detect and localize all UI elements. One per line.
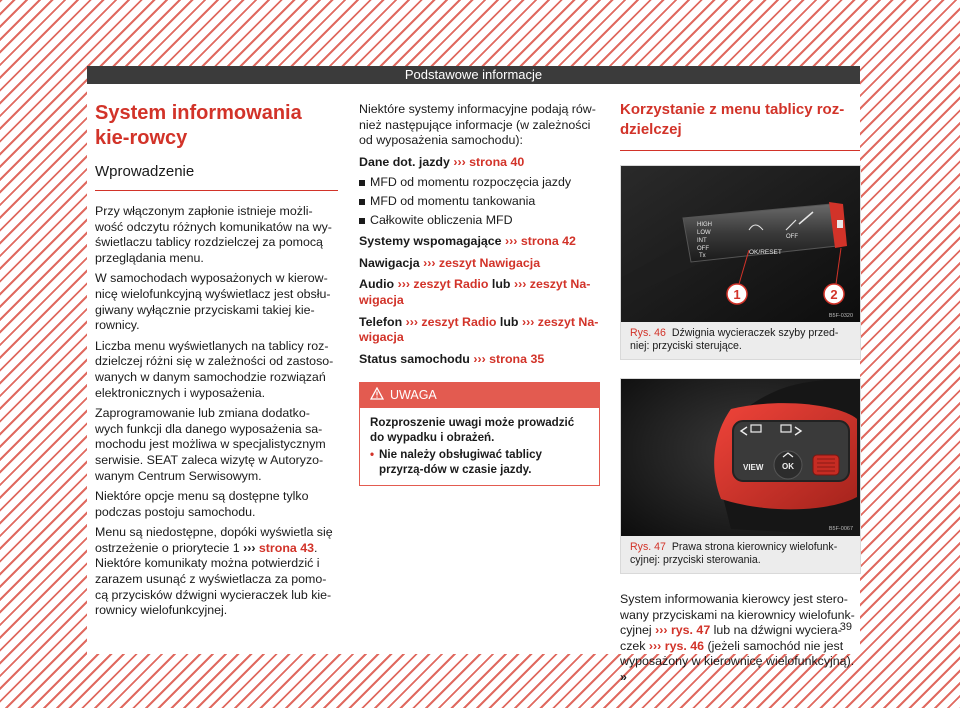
stalk-label: HIGH [697,222,712,228]
warning-triangle-icon [370,387,384,400]
figure-caption: Rys. 47 Prawa strona kierownicy wielofunk-cyjnej: przyciski sterowania. [621,536,860,573]
column-left [95,84,338,624]
paragraph: Przy włączonym zapłonie istnieje możli-wość odczytu różnych komunikatów na wy-świetlaczu tablicy rozdzielczej za pomocą przeglądania menu. [95,204,332,265]
section-title: Korzystanie z menu tablicy roz-dzielczej [620,100,860,151]
cross-ref-link[interactable]: ››› zeszyt Nawigacja [423,255,541,270]
list-item: MFD od momentu rozpoczęcia jazdy [359,175,600,191]
cross-ref-arrow: ››› [243,540,256,555]
cross-ref-link[interactable]: ››› zeszyt Na-wigacja [359,277,591,307]
page-number: 39 [839,621,852,633]
cross-ref-link[interactable]: ››› strona 40 [453,154,525,169]
phone-line: Telefon ››› zeszyt Radio lub ››› zeszyt Na-wigacja [359,314,599,345]
status-line: Status samochodu ››› strona 35 [359,351,545,366]
figure-46 [620,165,861,360]
cross-ref-link[interactable]: ››› zeszyt Radio [405,314,497,329]
steering-wheel-image [621,379,860,536]
cross-ref-link[interactable]: ››› strona 42 [505,234,576,249]
intro-paragraph: Niektóre systemy informacyjne podają rów-nież następujące informacje (w zależności od wyposażenia samochodu): [359,102,596,148]
callout-2: 2 [830,287,838,302]
figure-number: Rys. 47 [630,541,666,553]
list-item: Całkowite obliczenia MFD [359,213,600,229]
trip-data-line: Dane dot. jazdy ››› strona 40 [359,154,525,169]
manual-page [87,66,860,684]
callout-1: 1 [733,287,741,302]
cross-ref-link[interactable]: ››› rys. 47 [655,623,711,638]
paragraph: Zaprogramowanie lub zmiana dodatko-wych funkcji dla danego wyposażenia sa-mochodu jest możliwa w specjalistycznym serwisie. SEAT zaleca wizytę w Autoryzo-wanym Centrum Serwisowym. [95,406,326,483]
warning-header [360,383,599,408]
cross-ref-link[interactable]: ››› zeszyt Na-wigacja [359,314,599,345]
warning-bullet: • Nie należy obsługiwać tablicy przyrzą-dów w czasie jazdy. [370,448,589,477]
paragraph: Liczba menu wyświetlanych na tablicy roz-dzielczej różni się w zależności od zastoso-wanych w danym samochodzie rozwiązań elektronicznych i wyposażenia. [95,338,334,400]
body-paragraph: System informowania kierowcy jest stero-wany przyciskami na kierownicy wielofunk-cyjnej ››› rys. 47 lub na dźwigni wyciera-czek ››› rys. 46 (jeżeli samochód nie jest wyposażony w kierownicę wielofunkcyjną). » [620,592,855,684]
column-middle [359,84,600,486]
paragraph: Menu są niedostępne, dopóki wyświetla się ostrzeżenie o priorytecie 1 ››› strona 43. Niektóre komunikaty można potwierdzić i zarazem usunąć z wyświetlacza za pomo-cą przycisków dźwigni wycieraczek lub kie-rownicy wielofunkcyjnej. [95,525,333,618]
stalk-label: OFF [697,246,709,252]
cross-ref-link[interactable]: strona 43 [255,540,315,555]
section-title: System informowania kie-rowcy [95,102,302,149]
assist-line: Systemy wspomagające ››› strona 42 [359,234,576,249]
cross-ref-link[interactable]: ››› zeszyt Radio [397,277,489,292]
wiper-stalk-image [621,166,860,322]
figure-47 [620,378,861,574]
ok-reset-label: OK/RESET [749,249,782,256]
section-subtitle: Wprowadzenie [95,163,338,191]
paragraph: W samochodach wyposażonych w kierow-nicę wielofunkcyjną wyświetlacz jest obsłu-giwany wyłącznie przyciskami takiej kie-rownicy. [95,271,331,333]
figure-code: B5F-0067 [828,526,853,532]
warning-title: UWAGA [390,388,437,403]
audio-line: Audio ››› zeszyt Radio lub ››› zeszyt Na-wigacja [359,277,591,307]
figure-code: B5F-0320 [828,313,853,319]
paragraph: Niektóre opcje menu są dostępne tylko podczas postoju samochodu. [95,489,309,519]
nav-line: Nawigacja ››› zeszyt Nawigacja [359,255,541,270]
warning-text: Rozproszenie uwagi może prowadzić do wypadku i obrażeń. [370,416,575,444]
stalk-label: OFF [786,234,798,240]
stalk-label: LOW [697,230,711,236]
cross-ref-link[interactable]: ››› strona 35 [473,351,545,366]
list-item: MFD od momentu tankowania [359,194,600,210]
continue-marker: » [620,669,627,684]
figure-caption: Rys. 46 Dźwignia wycieraczek szyby przed-niej: przyciski sterujące. [621,322,860,359]
cross-ref-link[interactable]: ››› rys. 46 [648,638,705,653]
ok-button-label: OK [782,462,794,471]
figure-number: Rys. 46 [630,327,666,339]
page-header: Podstawowe informacje [87,66,860,84]
stalk-label: INT [697,238,707,244]
stalk-label: Tx [699,253,706,259]
view-button-label: VIEW [743,463,764,472]
warning-box [359,382,600,486]
column-right [620,84,860,691]
